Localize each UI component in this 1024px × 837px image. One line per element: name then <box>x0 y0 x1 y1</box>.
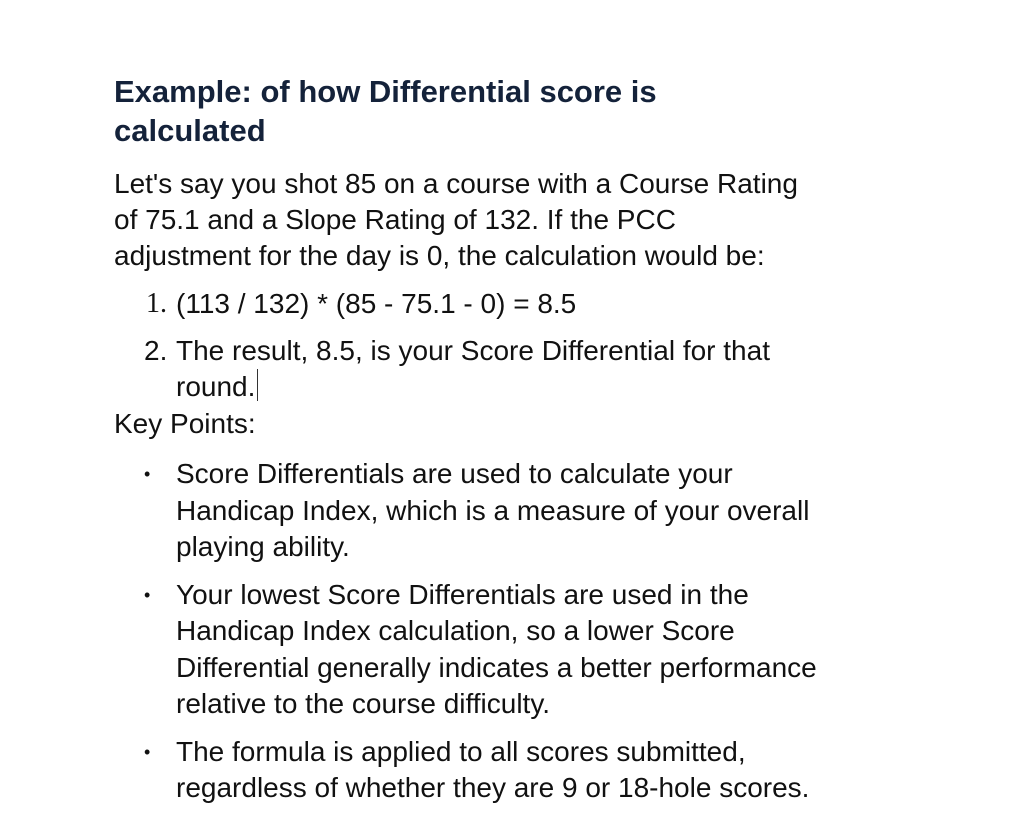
key-points-label: Key Points: <box>114 408 256 439</box>
list-item <box>114 456 914 566</box>
key-point-line: The formula is applied to all scores submitted, <box>176 735 746 767</box>
key-points-list <box>114 456 914 818</box>
bullet-icon: • <box>144 464 151 484</box>
step-number: 1. <box>146 288 167 319</box>
intro-line-2: of 75.1 and a Slope Rating of 132. If the PCC <box>114 204 676 235</box>
key-point-line: Score Differentials are used to calculate your <box>176 458 733 489</box>
calculation-steps-list <box>114 286 914 405</box>
list-item <box>114 333 914 405</box>
key-point-line: relative to the course difficulty. <box>176 688 551 719</box>
key-point-line: Handicap Index, which is a measure of your overall <box>176 494 810 526</box>
list-item <box>114 734 914 807</box>
key-point-line: regardless of whether they are 9 or 18-hole scores. <box>176 772 810 803</box>
bullet-icon: • <box>144 741 151 762</box>
section-heading <box>114 72 814 150</box>
list-item <box>114 286 914 322</box>
key-point-line: Handicap Index calculation, so a lower Score <box>176 615 735 646</box>
list-item <box>114 577 914 723</box>
step-number: 2. <box>144 335 168 366</box>
step-text-line-2: round. <box>176 371 256 402</box>
step-text: (113 / 132) * (85 - 75.1 - 0) = 8.5 <box>176 288 577 319</box>
heading-line-1: Example: of how Differential score is <box>114 74 657 109</box>
heading-line-2: calculated <box>114 113 266 148</box>
key-point-line: Your lowest Score Differentials are used in the <box>176 578 749 610</box>
bullet-icon: • <box>144 584 151 605</box>
intro-line-3: adjustment for the day is 0, the calculation would be: <box>114 240 765 271</box>
text-cursor[interactable] <box>257 369 258 401</box>
key-point-line: playing ability. <box>176 531 350 562</box>
step-text-line-1: The result, 8.5, is your Score Differential for that <box>176 335 770 366</box>
intro-paragraph <box>114 166 904 274</box>
key-point-line: Differential generally indicates a better performance <box>176 651 817 683</box>
intro-line-1: Let's say you shot 85 on a course with a Course Rating <box>114 168 798 199</box>
